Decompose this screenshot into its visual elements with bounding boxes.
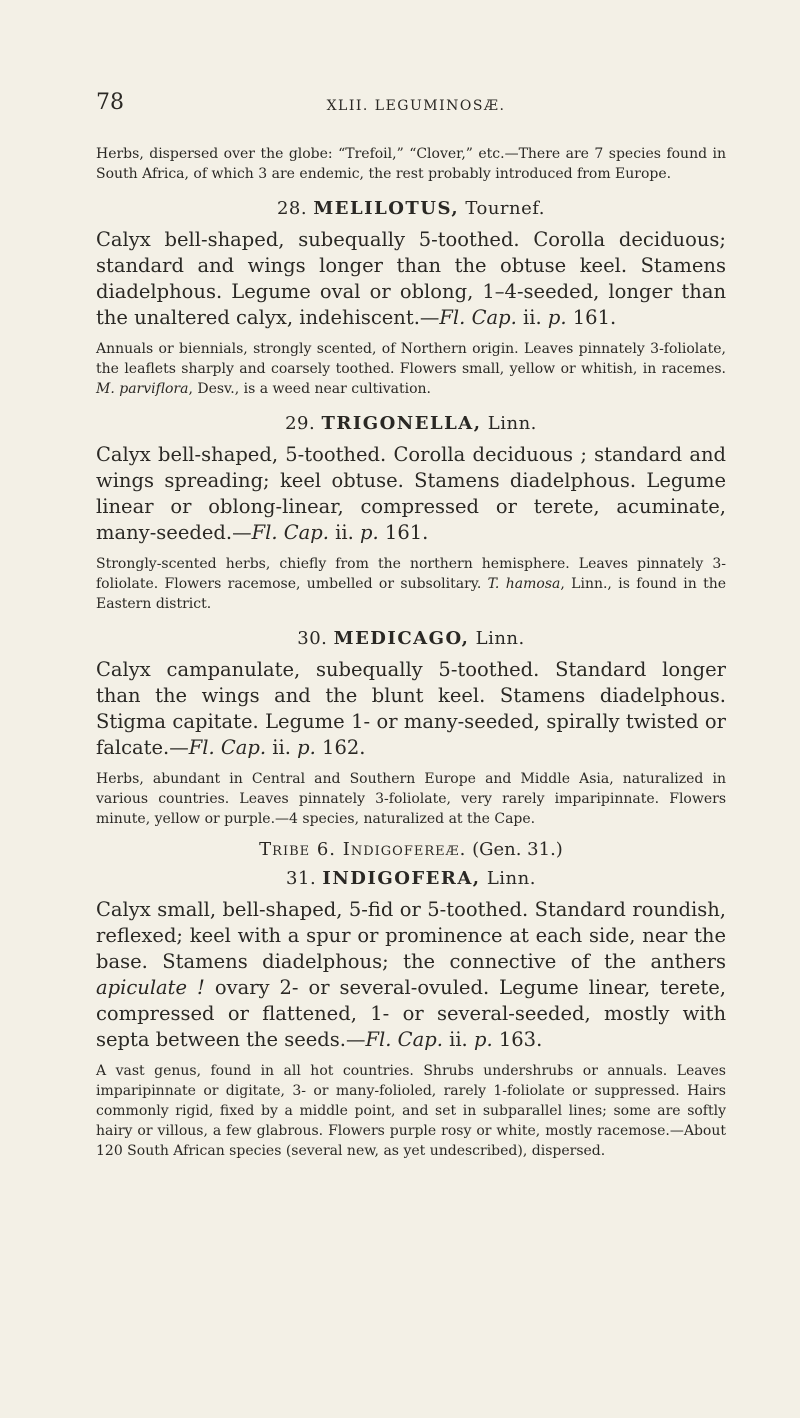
genus-description: Calyx bell-shaped, 5-toothed. Corolla deciduous ; standard and wings spreading; keel obtuse. Stamens diadelphous. Legume linear or oblong-linear, compressed or terete, acuminate, many-seeded.—Fl. Cap. ii. p. 161.	[96, 443, 726, 544]
flora-ref: Fl. Cap.	[439, 306, 517, 329]
genus-number: 31.	[286, 868, 317, 889]
genus-number: 29.	[285, 413, 316, 434]
genus-number: 30.	[297, 628, 328, 649]
genus-29	[96, 413, 726, 614]
genus-heading	[96, 868, 726, 889]
species-name: T. hamosa	[487, 576, 561, 592]
genus-author: Linn.	[487, 413, 537, 434]
genus-28	[96, 198, 726, 399]
flora-ref: Fl. Cap.	[188, 736, 267, 759]
tribe-genus-ref: (Gen. 31.)	[472, 839, 563, 860]
running-title: XLII. LEGUMINOSÆ.	[326, 98, 506, 114]
tribe-heading	[96, 839, 726, 860]
genus-31	[96, 868, 726, 1161]
genus-heading	[96, 628, 726, 649]
genus-note: Strongly-scented herbs, chiefly from the northern hemisphere. Leaves pinnately 3-foliolate. Flowers racemose, umbelled or subsolitary. T. hamosa, Linn., is found in the Eastern district.	[96, 556, 727, 612]
running-header	[96, 90, 736, 120]
genus-heading	[96, 413, 726, 434]
genus-author: Tournef.	[465, 198, 546, 219]
genus-author: Linn.	[475, 628, 525, 649]
genus-note: Annuals or biennials, strongly scented, of Northern origin. Leaves pinnately 3-foliolate, the leaflets sharply and coarsely toothed. Flowers small, yellow or whitish, in racemes. M. parviflora, Desv., is a weed near cultivation.	[96, 341, 726, 397]
genus-name: MELILOTUS,	[313, 198, 460, 219]
genus-heading	[96, 198, 726, 219]
species-name: M. parviflora	[96, 381, 189, 397]
intro-paragraph: Herbs, dispersed over the globe: “Trefoil,” “Clover,” etc.—There are 7 species found in South Africa, of which 3 are endemic, the rest probably introduced from Europe.	[96, 146, 726, 182]
genus-name: TRIGONELLA,	[321, 413, 482, 434]
genus-description: Calyx small, bell-shaped, 5-fid or 5-toothed. Standard roundish, reflexed; keel with a spur or prominence at each side, near the base. Stamens diadelphous; the connective of the anthers apiculate ! ovary 2- or several-ovuled. Legume linear, terete, compressed or flattened, 1- or several-seeded, mostly with septa between the seeds.—Fl. Cap. ii. p. 163.	[96, 898, 726, 1051]
genus-30	[96, 628, 726, 829]
tribe-label: Tribe 6. Indigofereæ.	[259, 839, 467, 860]
genus-number: 28.	[276, 198, 308, 219]
genus-description: Calyx campanulate, subequally 5-toothed. Standard longer than the wings and the blunt keel. Stamens diadelphous. Stigma capitate. Legume 1- or many-seeded, spirally twisted or falcate.—Fl. Cap. ii. p. 162.	[96, 658, 726, 759]
genus-author: Linn.	[486, 868, 536, 889]
page-content	[96, 144, 726, 1161]
apiculate-term: apiculate !	[96, 976, 205, 999]
flora-ref: Fl. Cap.	[365, 1028, 443, 1051]
genus-name: MEDICAGO,	[333, 628, 470, 649]
genus-note: A vast genus, found in all hot countries. Shrubs undershrubs or annuals. Leaves imparipinnate or digitate, 3- or many-folioled, rarely 1-foliolate or suppressed. Hairs commonly rigid, fixed by a middle point, and set in subparallel lines; some are softly hairy or villous, a few glabrous. Flowers purple rosy or white, mostly racemose.—About 120 South African species (several new, as yet undescribed), dispersed.	[96, 1063, 726, 1159]
flora-ref: Fl. Cap.	[251, 521, 329, 544]
genus-description: Calyx bell-shaped, subequally 5-toothed. Corolla deciduous; standard and wings longer than the obtuse keel. Stamens diadelphous. Legume oval or oblong, 1–4-seeded, longer than the unaltered calyx, indehiscent.—Fl. Cap. ii. p. 161.	[96, 228, 726, 329]
genus-note: Herbs, abundant in Central and Southern Europe and Middle Asia, naturalized in various countries. Leaves pinnately 3-foliolate, very rarely imparipinnate. Flowers minute, yellow or purple.—4 species, naturalized at the Cape.	[96, 771, 726, 827]
genus-name: INDIGOFERA,	[322, 868, 481, 889]
page-number: 78	[96, 90, 124, 115]
